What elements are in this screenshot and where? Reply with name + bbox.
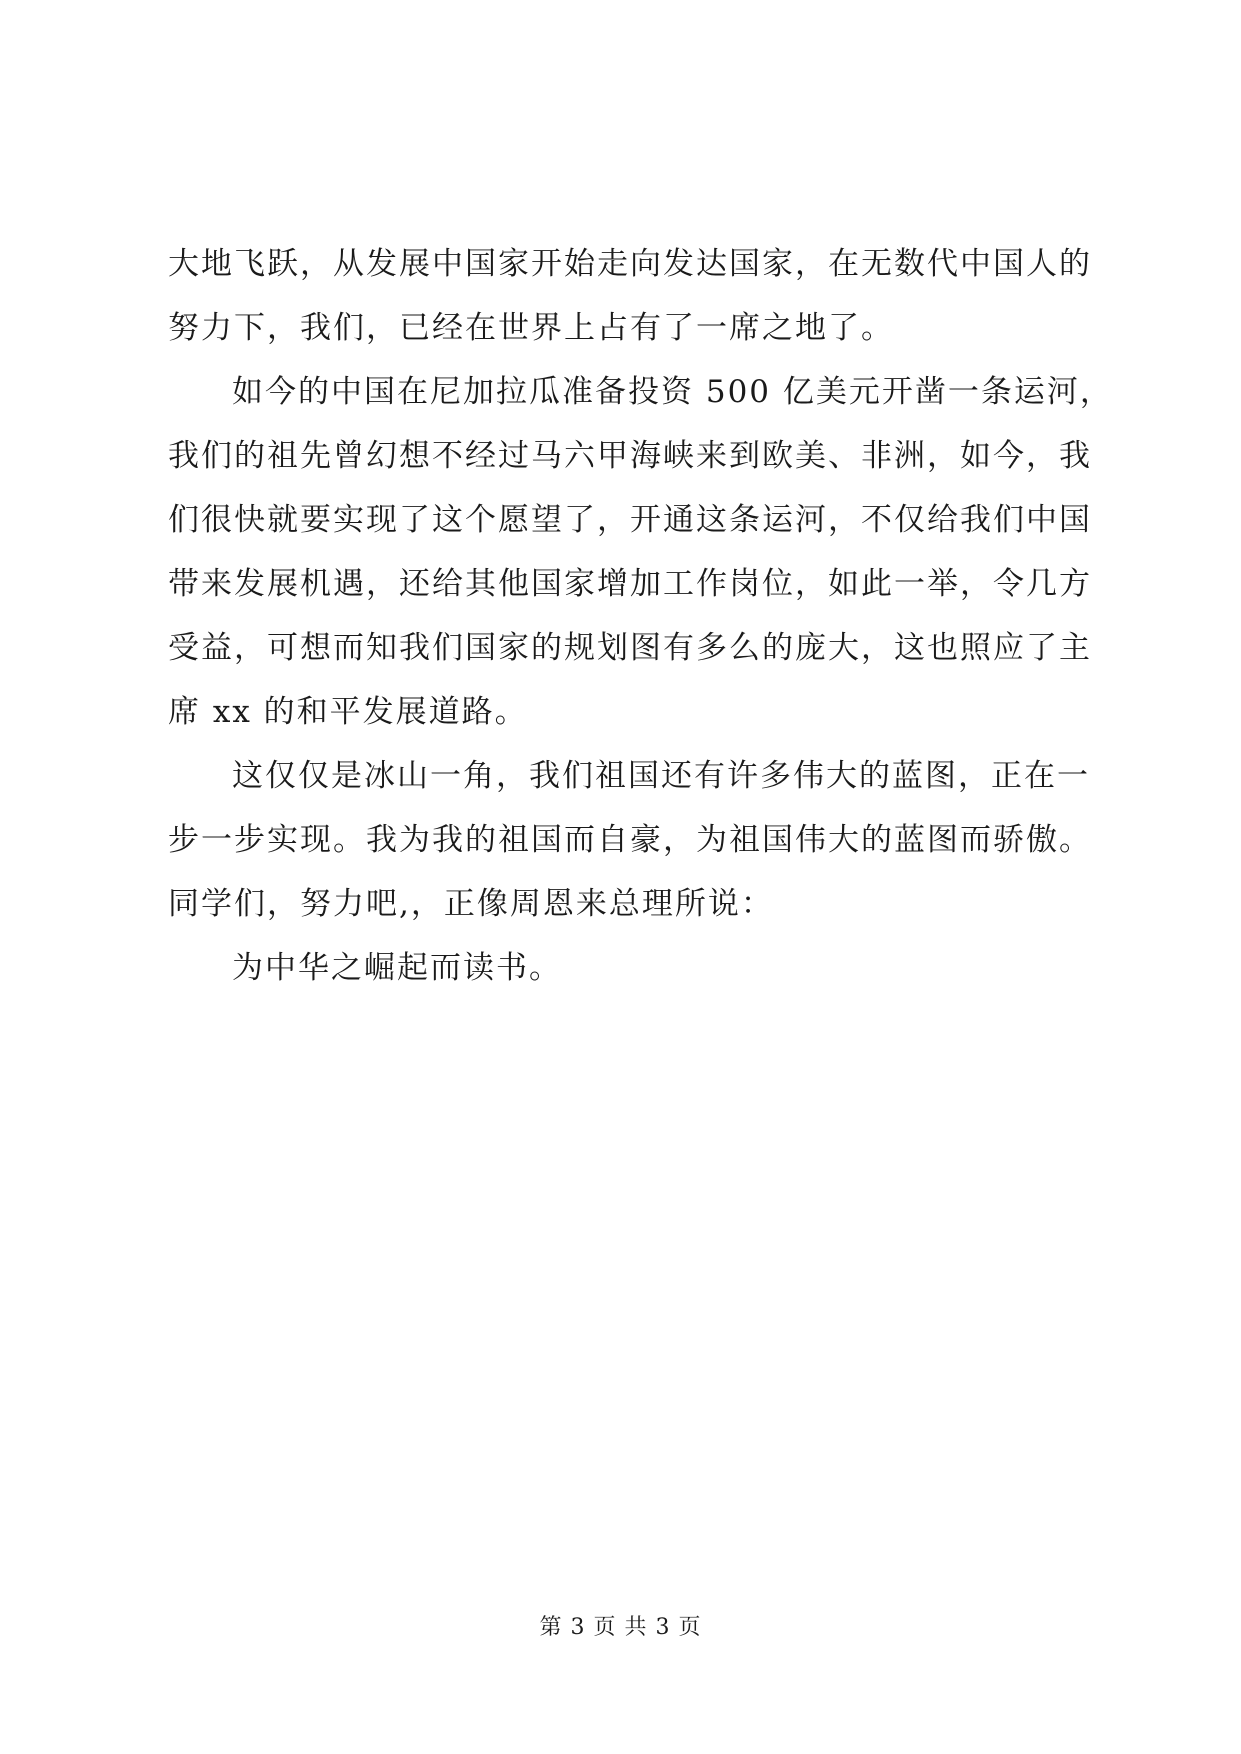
text-line: 带来发展机遇，还给其他国家增加工作岗位，如此一举，令几方 <box>168 566 1092 602</box>
text-line: 步一步实现。我为我的祖国而自豪，为祖国伟大的蓝图而骄傲。 <box>168 822 1092 858</box>
text-line: 受益，可想而知我们国家的规划图有多么的庞大，这也照应了主 <box>168 630 1092 666</box>
text-line: 同学们，努力吧,，正像周恩来总理所说： <box>168 886 774 922</box>
paragraph-start-line: 这仅仅是冰山一角，我们祖国还有许多伟大的蓝图，正在一 <box>232 758 1090 794</box>
page-footer: 第 3 页 共 3 页 <box>539 1615 702 1640</box>
text-line: 席 xx 的和平发展道路。 <box>168 694 528 730</box>
document-body <box>168 232 1113 1000</box>
text-line: 大地飞跃，从发展中国家开始走向发达国家，在无数代中国人的 <box>168 246 1092 282</box>
paragraph-start-line: 为中华之崛起而读书。 <box>232 950 562 986</box>
text-line: 我们的祖先曾幻想不经过马六甲海峡来到欧美、非洲，如今，我 <box>168 438 1092 474</box>
text-line: 们很快就要实现了这个愿望了，开通这条运河，不仅给我们中国 <box>168 502 1092 538</box>
paragraph-start-line: 如今的中国在尼加拉瓜准备投资 500 亿美元开凿一条运河， <box>232 374 1113 410</box>
text-line: 努力下，我们，已经在世界上占有了一席之地了。 <box>168 310 894 346</box>
